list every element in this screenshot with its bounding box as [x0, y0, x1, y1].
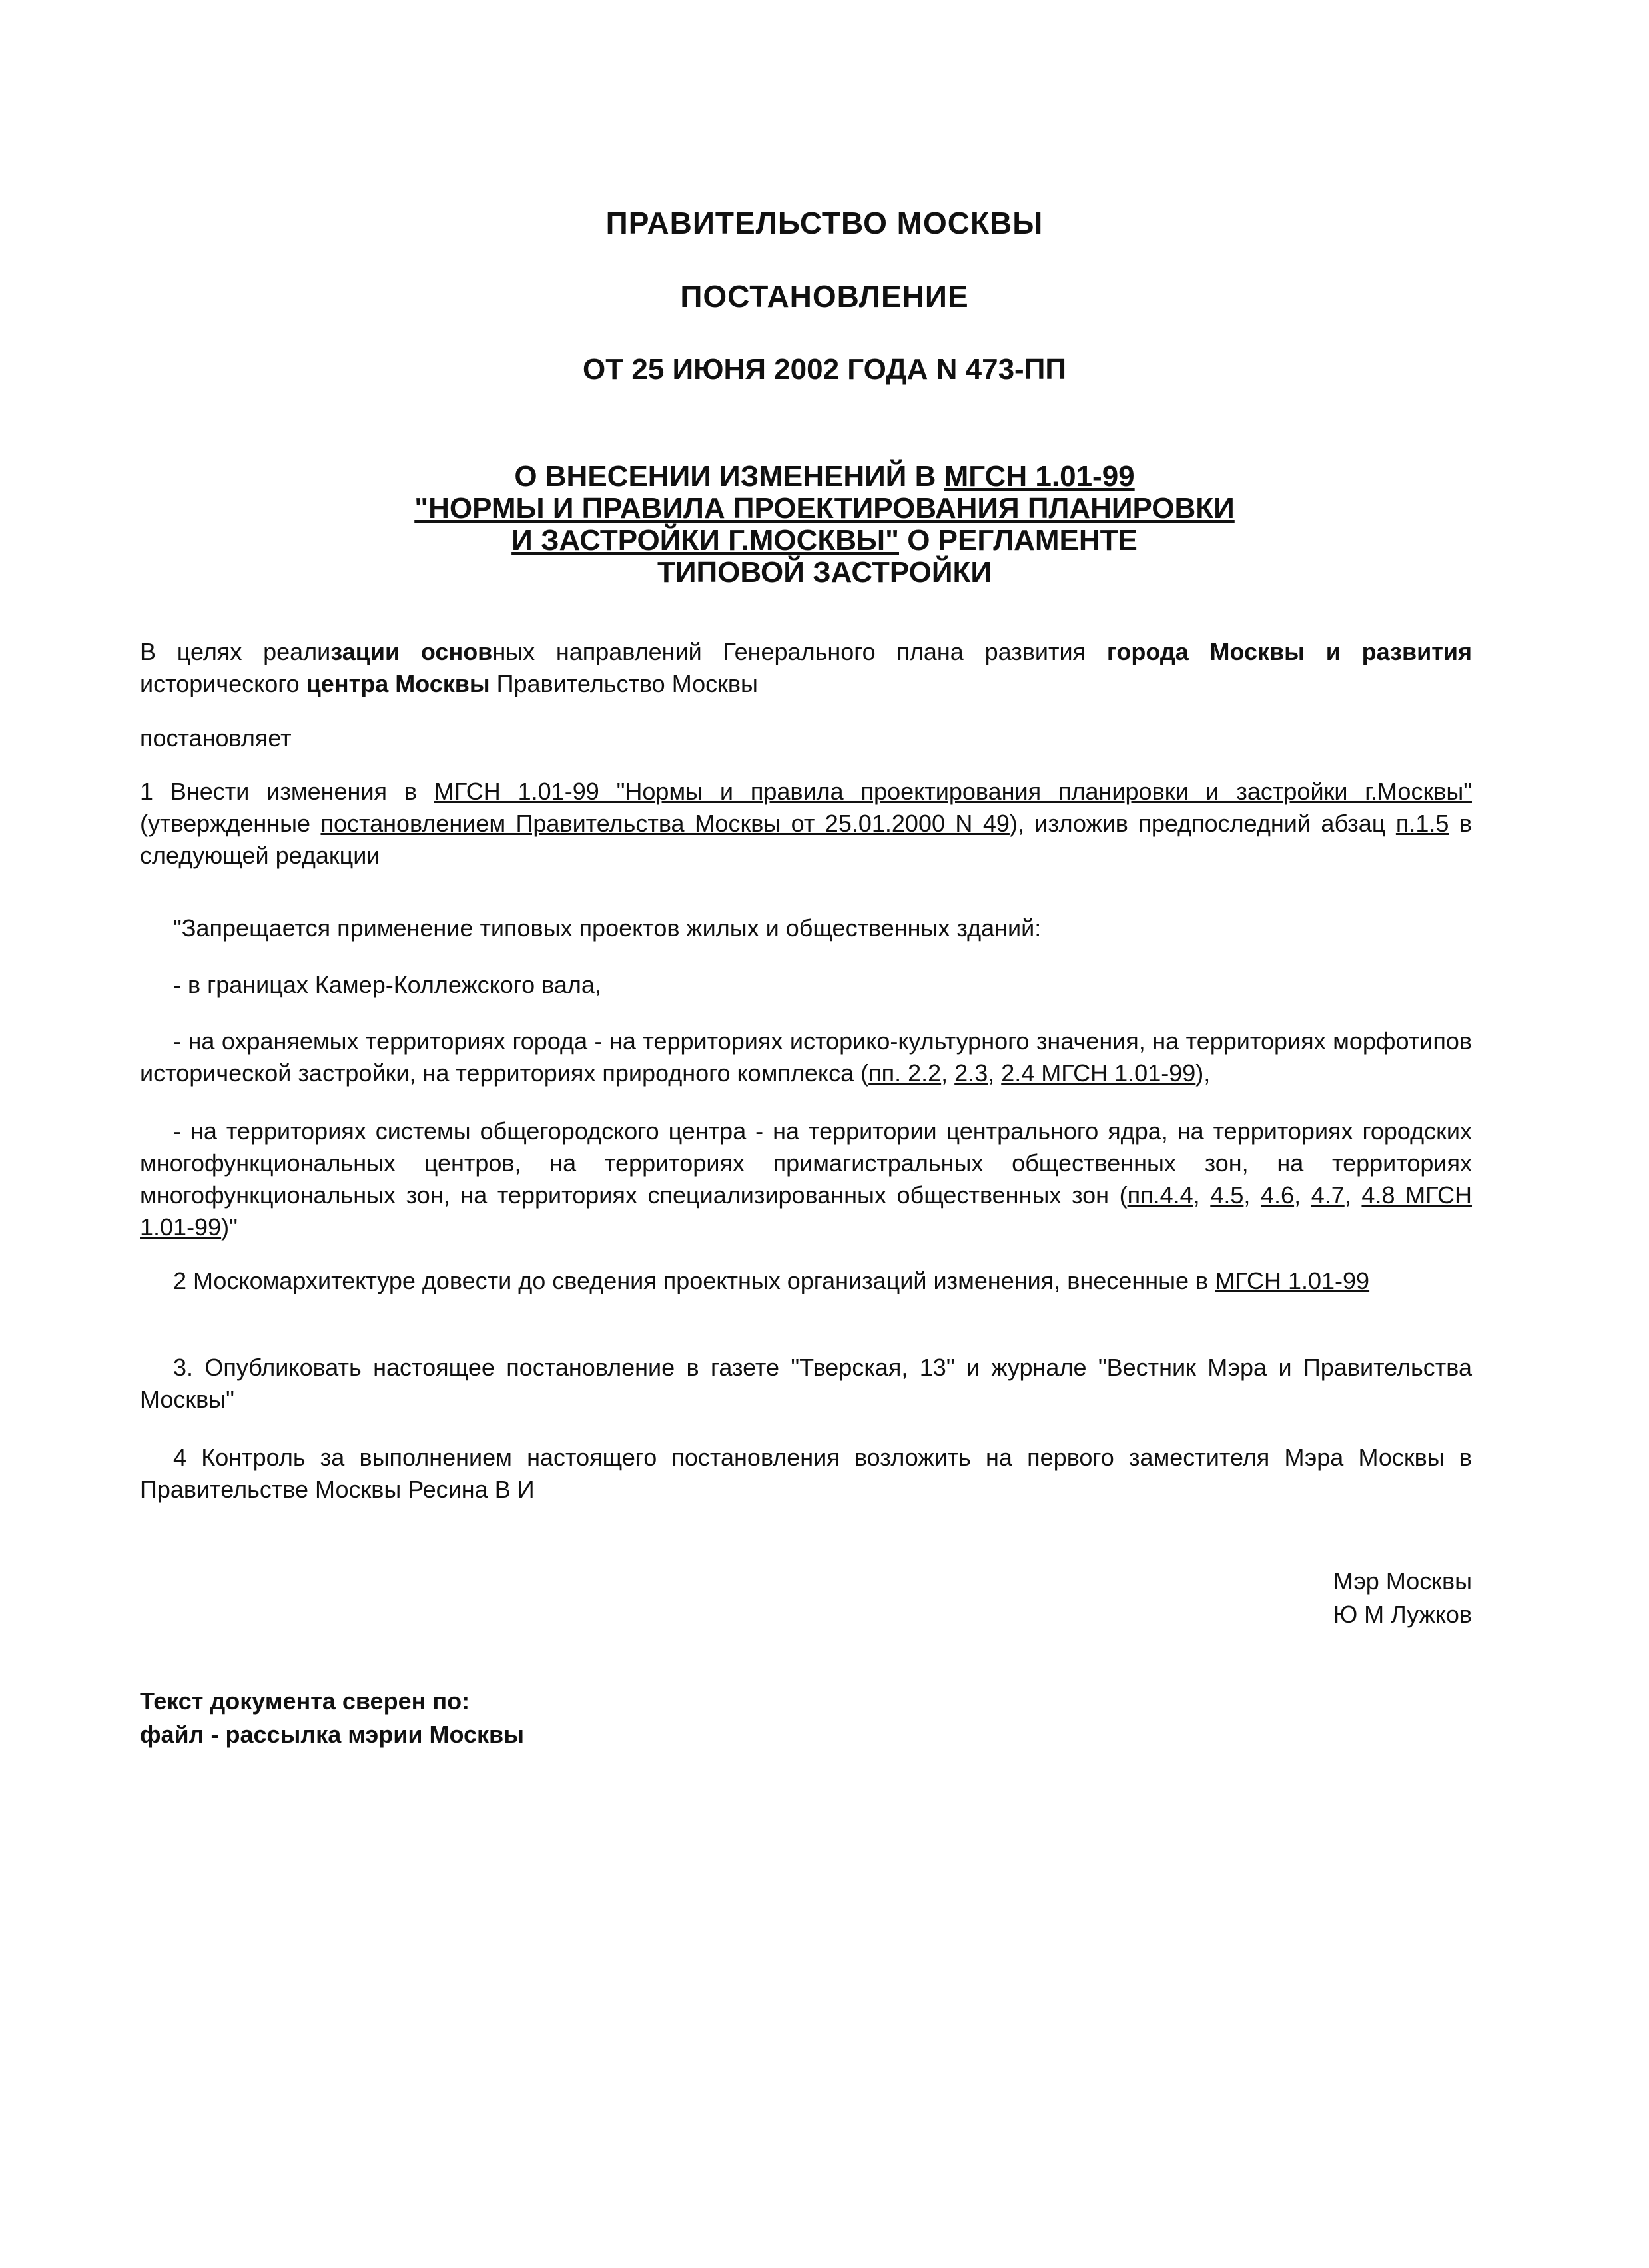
subject-line-3 — [0, 525, 1649, 557]
item-3-paragraph: 3. Опубликовать настоящее постановление в газете "Тверская, 13" и журнале "Вестник Мэра и Правительства Москвы" — [140, 1354, 1472, 1413]
norm-title-link-part2[interactable]: И ЗАСТРОЙКИ Г.МОСКВЫ" — [511, 524, 899, 557]
signature-block — [1333, 1565, 1472, 1631]
preamble-text-b: зации основ — [330, 638, 493, 665]
clause-link-4-4[interactable]: пп.4.4 — [1127, 1181, 1193, 1209]
item-1-text-c: ), изложив предпоследний абзац — [1009, 810, 1396, 837]
item-2-norm-link[interactable]: МГСН 1.01-99 — [1215, 1267, 1370, 1294]
quote-bullet-2-end: ), — [1195, 1059, 1211, 1087]
quote-intro: "Запрещается применение типовых проектов жилых и общественных зданий: — [173, 914, 1042, 942]
signature-title: Мэр Москвы — [1333, 1567, 1472, 1595]
subject-prefix: О ВНЕСЕНИИ ИЗМЕНЕНИЙ В — [514, 460, 944, 493]
preamble-text-g: Правительство Москвы — [490, 670, 758, 697]
verification-line-1: Текст документа сверен по: — [140, 1687, 470, 1715]
item-1-paragraph — [140, 776, 1472, 872]
verification-line-2: файл - рассылка мэрии Москвы — [140, 1721, 524, 1748]
norm-link[interactable]: МГСН 1.01-99 — [944, 460, 1135, 493]
subject-line-2 — [0, 493, 1649, 525]
preamble-text-c: ных направлений Генерального плана развития — [492, 638, 1107, 665]
item-2-paragraph — [140, 1265, 1472, 1297]
item-2-text: 2 Москомархитектуре довести до сведения проектных организаций изменения, внесенные в — [173, 1267, 1215, 1294]
item-1-clause-link[interactable]: п.1.5 — [1395, 810, 1449, 837]
item-1-norm-link[interactable]: МГСН 1.01-99 "Нормы и правила проектирования планировки и застройки г.Москвы" — [434, 778, 1472, 805]
clause-link-2-3[interactable]: 2.3 — [954, 1059, 988, 1087]
preamble-text-a: В целях реали — [140, 638, 331, 665]
clause-link-2-4[interactable]: 2.4 МГСН 1.01-99 — [1001, 1059, 1196, 1087]
subject-line-3-suffix: О РЕГЛАМЕНТЕ — [899, 524, 1138, 557]
quote-bullet-2-text: - на охраняемых территориях города - на территориях историко-культурного значения, на территориях морфотипов исторической застройки, на территориях природного комплекса ( — [140, 1027, 1472, 1087]
quote-bullet-3: - на территориях системы общегородского центра - на территории центрального ядра, на территориях городских многофункциональных центров, на территориях примагистральных общественных зон, на территориях многофункциональных зон, на территориях специализированных общественных зон (пп.4.4, 4.5, 4.6, 4.7, 4.8 МГСН 1.01-99)" — [140, 1117, 1472, 1241]
quote-bullet-3-end: )" — [221, 1213, 238, 1241]
item-4-paragraph: 4 Контроль за выполнением настоящего постановления возложить на первого заместителя Мэра Москвы в Правительстве Москвы Ресина В И — [140, 1444, 1472, 1503]
date-number-heading: ОТ 25 ИЮНЯ 2002 ГОДА N 473-ПП — [583, 353, 1066, 386]
clause-link-4-5[interactable]: 4.5 — [1210, 1181, 1244, 1209]
quote-bullet-2: - на охраняемых территориях города - на территориях историко-культурного значения, на территориях морфотипов исторической застройки, на территориях природного комплекса (пп. 2.2, 2.3, 2.4 МГСН 1.01-99), — [140, 1027, 1472, 1087]
decree-word: постановляет — [140, 724, 292, 752]
item-1-resolution-link[interactable]: постановлением Правительства Москвы от 25.01.2000 N 49 — [320, 810, 1010, 837]
subject-line-4: ТИПОВОЙ ЗАСТРОЙКИ — [657, 556, 992, 589]
organization-heading: ПРАВИТЕЛЬСТВО МОСКВЫ — [605, 206, 1044, 240]
clause-link-4-6[interactable]: 4.6 — [1261, 1181, 1295, 1209]
item-1-text-a: 1 Внести изменения в — [140, 778, 434, 805]
quote-bullet-1: - в границах Камер-Коллежского вала, — [173, 971, 601, 998]
preamble-paragraph — [140, 636, 1472, 700]
clause-link-4-8[interactable]: 4.8 МГСН 1.01-99 — [140, 1181, 1472, 1241]
clause-link-4-7[interactable]: 4.7 — [1311, 1181, 1345, 1209]
item-1-text-b: (утвержденные — [140, 810, 321, 837]
clause-link-2-2[interactable]: пп. 2.2 — [868, 1059, 942, 1087]
signature-name: Ю М Лужков — [1333, 1601, 1472, 1628]
item-1-text-d: в следующей редакции — [140, 810, 1472, 869]
verification-note — [140, 1685, 524, 1751]
preamble-text-f: центра Москвы — [306, 670, 490, 697]
preamble-text-d: города Москвы и развития — [1106, 638, 1472, 665]
norm-title-link-part1[interactable]: "НОРМЫ И ПРАВИЛА ПРОЕКТИРОВАНИЯ ПЛАНИРОВКИ — [414, 492, 1235, 525]
preamble-text-e: исторического — [140, 670, 306, 697]
subject-line-1 — [0, 461, 1649, 493]
quote-bullet-3-text: - на территориях системы общегородского центра - на территории центрального ядра, на территориях городских многофункциональных центров, на территориях примагистральных общественных зон, на территориях многофункциональных зон, на территориях специализированных общественных зон ( — [140, 1117, 1472, 1209]
document-type-heading: ПОСТАНОВЛЕНИЕ — [680, 279, 969, 314]
document-subject — [0, 461, 1649, 589]
